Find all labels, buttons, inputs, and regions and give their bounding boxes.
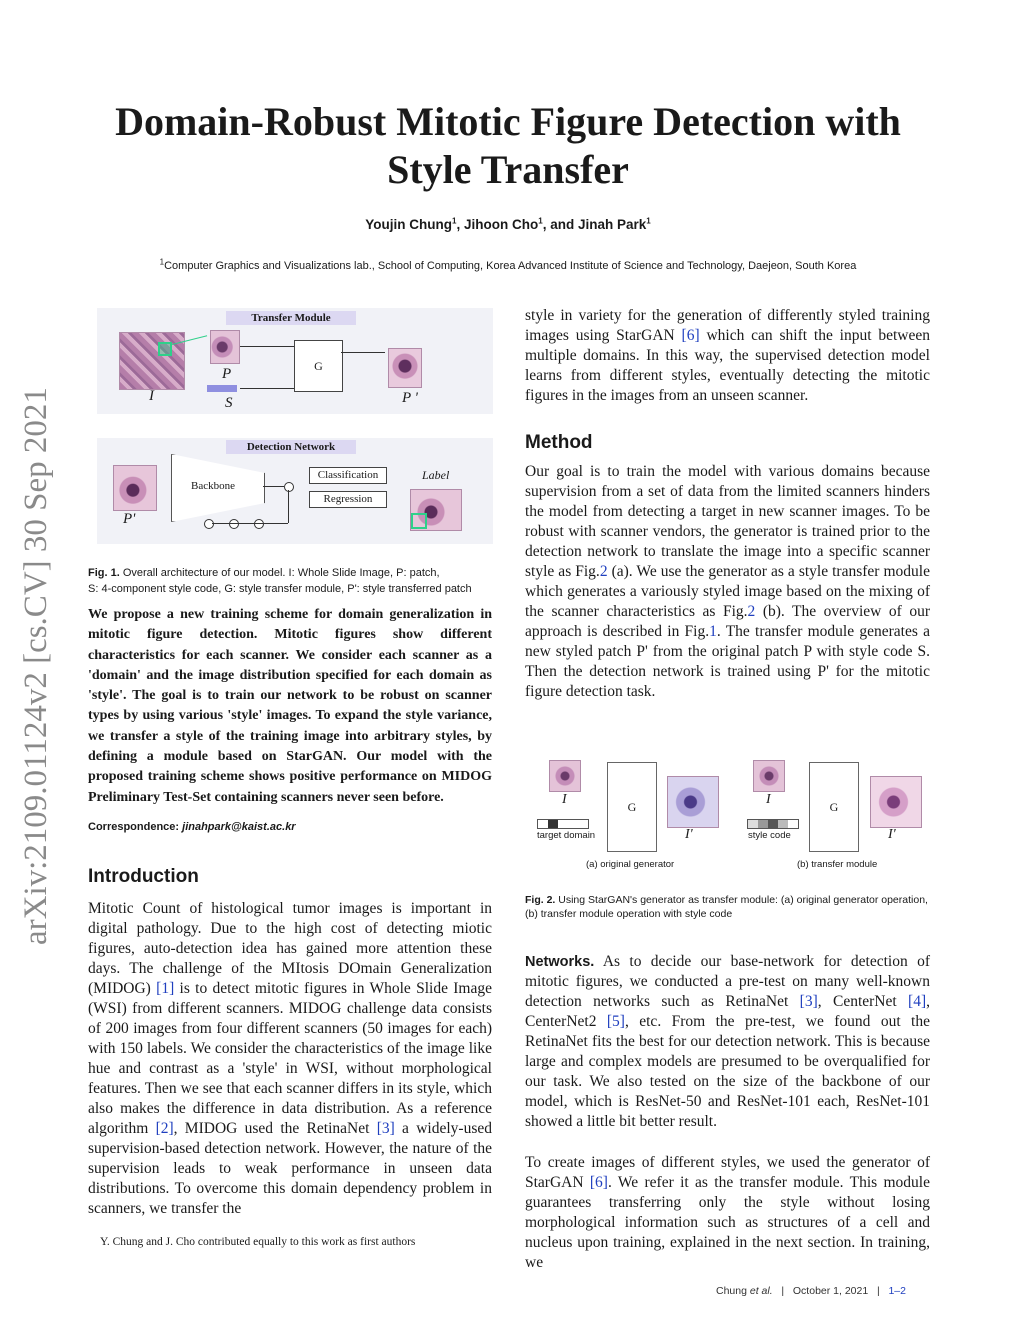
figure-link[interactable]: 1: [709, 623, 717, 640]
style-code-strip: [747, 819, 799, 829]
fig2a-subcaption: (a) original generator: [586, 859, 675, 870]
correspondence: Correspondence: jinahpark@kaist.ac.kr: [88, 821, 296, 833]
backbone-label: Backbone: [191, 480, 235, 492]
target-domain-label: target domain: [537, 830, 596, 841]
fig2b-output-image: [870, 776, 922, 828]
fig2a-label-i-prime: I': [685, 827, 693, 842]
networks-heading: Networks.: [525, 954, 595, 970]
citation-link[interactable]: [3]: [376, 1120, 395, 1137]
intro-paragraph: Mitotic Count of histological tumor images is important in digital pathology. Due to the high cost of detecting miotic figures, auto-detection idea has gained more attention these days. The challenge of the MItosis DOmain Generalization (MIDOG) [1] is to detect mitotic figures in Whole Slide Image (WSI) from different scanners. MIDOG challenge data consists of 200 images from four different scanners (50 images for each) with 150 labels. We consider the characteristics of the image like hue and contrast as a 'style' in WSI, without morphological features. Then we see that each scanner differs in its style, which also makes the difference in data distribution. As a reference algorithm [2], MIDOG used the RetinaNet [3] a widely-used supervision-based detection network. However, the nature of the supervision leads to weak performance in unseen data distributions. To overcome this domain dependency problem in scanners, we transfer the: [88, 900, 492, 1217]
generator-box: G: [294, 340, 343, 392]
footer-date: October 1, 2021: [792, 1285, 869, 1297]
regression-box: Regression: [309, 491, 387, 508]
fig1-detection-network: [97, 438, 493, 544]
fig2a-output-image: [667, 776, 719, 828]
fig2: [530, 758, 930, 873]
correspondence-email[interactable]: jinahpark@kaist.ac.kr: [182, 821, 296, 833]
figure-link[interactable]: 2: [599, 563, 608, 580]
citation-link[interactable]: [2]: [155, 1120, 174, 1137]
footnote: Y. Chung and J. Cho contributed equally to this work as first authors: [100, 1236, 416, 1248]
fig1-transfer-module: [97, 308, 493, 414]
fpn-node: [204, 519, 214, 529]
fig2b-subcaption: (b) transfer module: [797, 859, 878, 870]
page-range[interactable]: 1–2: [888, 1285, 906, 1297]
fpn-riser: [288, 490, 289, 523]
arrow-g-to-output: [341, 352, 385, 353]
fig2a-generator-box: G: [607, 762, 657, 852]
detection-bbox: [411, 513, 427, 529]
fpn-line: [212, 523, 288, 524]
networks-paragraph-2: To create images of different styles, we used the generator of StarGAN [6]. We refer it as the transfer module. This module guarantees transferring only the style without losing morphological information such as structures of a cell and nucleus upon training, explained in the next section. In training, we: [525, 1154, 930, 1271]
figure-link[interactable]: 2: [747, 603, 756, 620]
patch-highlight: [158, 342, 172, 356]
right-intro-continuation: style in variety for the generation of differently styled training images using StarGAN [6] which can shift the input between multiple domains. In this way, the supervised detection model learns from different styles, eventually detecting the mitotic figures in the images from an unseen scanner.: [525, 307, 930, 404]
fpn-node: [254, 519, 264, 529]
fig2b-generator-box: G: [809, 762, 859, 852]
method-paragraph: Our goal is to train the model with various domains because supervision from a set of data from the limited scanners hinders the model from detecting a target in new scanner images. To be robust with scanner vendors, the generator is trained prior to the detection network to translate the image into a specific scanner style as Fig.2 (a). We use the generator as a style transfer module which generates a variously styled image based on the mixing of the scanner characteristics as Fig.2 (b). The overview of our approach is described in Fig.1. The transfer module generates a new styled patch P' from the original patch P with style code S. Then the detection network is trained using P' for the mitotic figure detection task.: [525, 463, 931, 700]
method-heading: Method: [525, 432, 593, 453]
transfer-module-title: Transfer Module: [226, 311, 356, 325]
citation-link[interactable]: [1]: [156, 980, 175, 997]
fig2a-label-i: I: [562, 792, 567, 807]
affiliation: $^1$Computer Graphics and Visualizations lab., School of Computing, Korea Advanced Institute of Science and Technology, Daejeon, South Korea: [159, 257, 857, 272]
arxiv-stamp: arXiv:2109.01124v2 [cs.CV] 30 Sep 2021: [18, 387, 54, 945]
citation-link[interactable]: [5]: [606, 1013, 625, 1030]
author-name: Jihoon Cho: [463, 217, 539, 232]
patch-image: [210, 330, 240, 364]
fig1-caption: Fig. 1. Overall architecture of our model. I: Whole Slide Image, P: patch, S: 4-component style code, G: style transfer module, P': style transferred patch: [88, 567, 472, 595]
fig2b-label-i: I: [766, 792, 771, 807]
author-list: Youjin Chung$^1$, Jihoon Cho$^1$, and Jinah Park$^1$: [365, 216, 651, 232]
backbone-merge-node: [284, 482, 294, 492]
abstract: We propose a new training scheme for domain generalization in mitotic figure detection. Mitotic figures show different characteristics for each scanner. We consider each scanner as a 'domain' and the image distribution specified for each domain as 'style'. The goal is to train our network to be robust on scanner types by using various 'style' images. To expand the style variance, we transfer a style of the training image into arbitrary styles, by defining a module based on StarGAN. Our model with the proposed training scheme shows positive performance on MIDOG Preliminary Test-Set containing scanners never seen before.: [88, 607, 492, 805]
paper-title: [60, 98, 956, 194]
author-name: Jinah Park: [577, 217, 647, 232]
citation-link[interactable]: [6]: [589, 1174, 608, 1191]
label-i: I: [149, 388, 154, 404]
input-patch-image: [113, 465, 157, 511]
style-code-bar: [207, 385, 237, 392]
citation-link[interactable]: [4]: [908, 993, 927, 1010]
label-text: Label: [422, 468, 450, 482]
style-code-label: style code: [748, 830, 791, 841]
detection-network-title: Detection Network: [226, 440, 356, 454]
label-p-prime: P ': [402, 390, 418, 406]
label-s: S: [225, 395, 233, 411]
arrow-s-to-g: [240, 388, 294, 389]
citation-link[interactable]: [6]: [681, 327, 700, 344]
page-footer: Chung et al. | October 1, 2021 | 1–2: [716, 1285, 906, 1297]
connector-line: [263, 486, 284, 487]
arrow-p-to-g: [240, 346, 294, 347]
citation-link[interactable]: [3]: [799, 993, 818, 1010]
wsi-image: [119, 332, 185, 390]
networks-paragraph: Networks. As to decide our base-network for detection of mitotic figures, we conducted a pre-test on many well-known detection networks such as RetinaNet [3], CenterNet [4], CenterNet2 [5], etc. From the pre-test, we found out the RetinaNet fits the best for our detection network. This is because large and complex models are presumed to be overqualified for our task. We also tested on the size of the backbone of our model, which is ResNet-50 and ResNet-101 each, ResNet-101 showed a little bit better result.: [525, 953, 930, 1130]
title-line-2: Style Transfer: [387, 147, 629, 192]
fig2b-input-image: [753, 760, 785, 792]
transferred-patch-image: [388, 348, 422, 388]
fig2-caption: Fig. 2. Using StarGAN's generator as transfer module: (a) original generator operation, (b) transfer module operation with style code: [525, 894, 928, 920]
classification-box: Classification: [309, 467, 387, 484]
fig2a-input-image: [549, 760, 581, 792]
intro-heading: Introduction: [88, 866, 199, 887]
target-domain-code: [537, 819, 589, 829]
label-p: P: [222, 366, 232, 382]
title-line-1: Domain-Robust Mitotic Figure Detection with: [115, 99, 901, 144]
fpn-node: [229, 519, 239, 529]
author-name: Youjin Chung: [365, 217, 453, 232]
fig2b-label-i-prime: I': [888, 827, 896, 842]
label-p-prime-input: P': [123, 511, 136, 527]
